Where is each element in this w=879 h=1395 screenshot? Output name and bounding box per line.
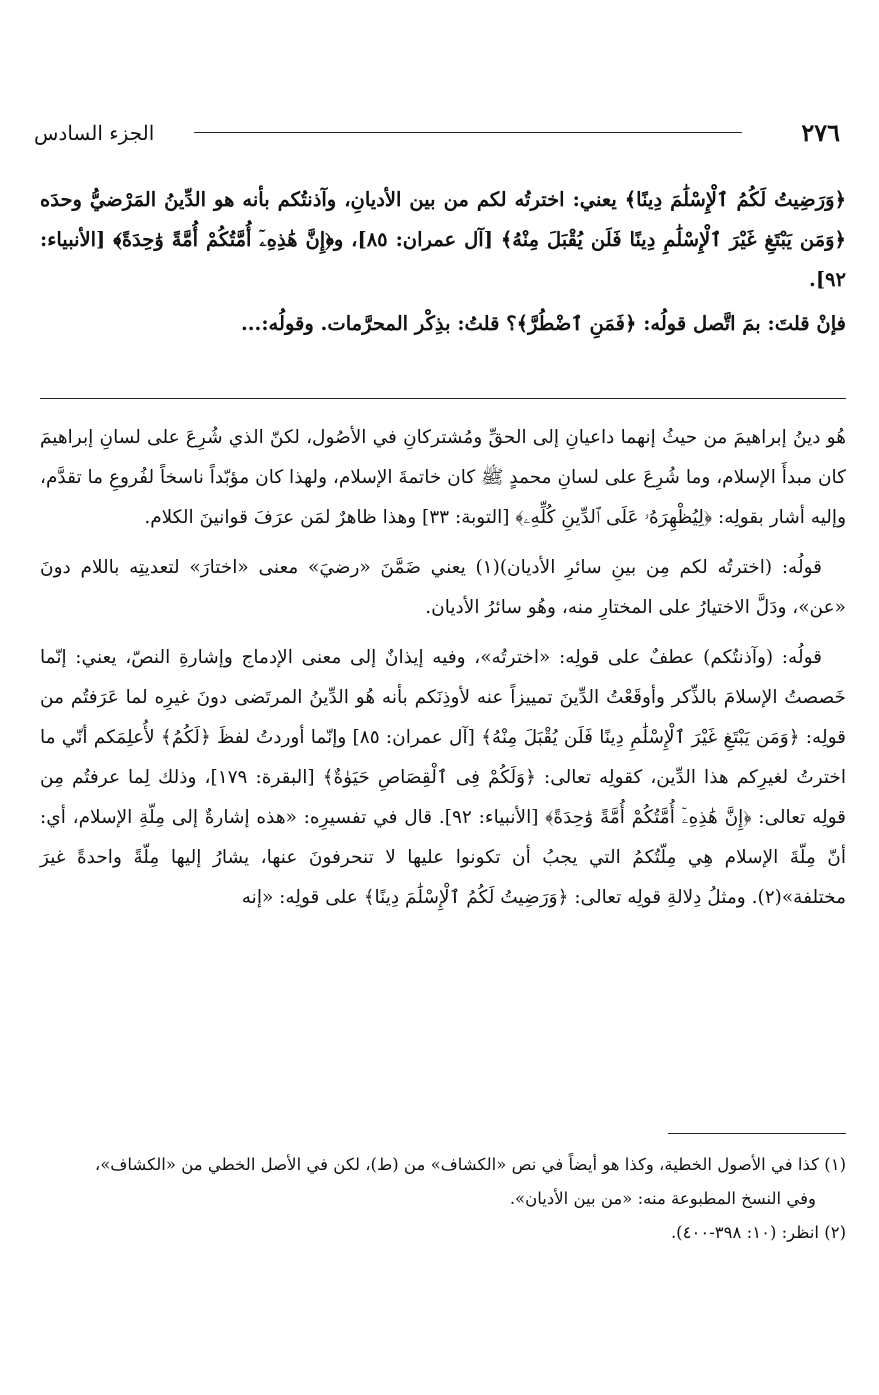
footnote-1-line-1: (١) كذا في الأصول الخطية، وكذا هو أيضاً في نص «الكشاف» من (ط)، لكن في الأصل الخطي من «الكشاف»، [94,1155,846,1174]
header-rule [194,132,742,133]
commentary-paragraph-1: هُو دينُ إبراهيمَ من حيثُ إنهما داعيانِ إلى الحقِّ ومُشتركانِ في الأصُول، لكنّ الذي شُرِعَ على لسانِ إبراهيمَ كان مبدأَ الإسلام، وما شُرِعَ على لسانِ محمدٍ ﷺ كان خاتمةَ الإسلام، ولهذا كان مؤبّداً ناسخاً لفُروعِ ما تقدَّم، وإليه أشار بقولِه: ﴿لِيُظْهِرَهُۥ عَلَى ٱلدِّينِ كُلِّهِۦ﴾ [التوبة: ٣٣] وهذا ظاهرٌ لمَن عرَفَ قوانينَ الكلام. [40,427,846,528]
main-paragraph-1: ﴿وَرَضِيتُ لَكُمُ ٱلْإِسْلَٰمَ دِينًا﴾ يعني: اخترتُه لكم من بين الأديانِ، وآذنتُكم بأنه هو الدِّينُ المَرْضيُّ وحدَه ﴿وَمَن يَبْتَغِ غَيْرَ ٱلْإِسْلَٰمِ دِينًا فَلَن يُقْبَلَ مِنْهُ﴾ [آل عمران: ٨٥]، و﴿إِنَّ هَٰذِهِۦٓ أُمَّتُكُمْ أُمَّةً وَٰحِدَةً﴾ [الأنبياء: ٩٢]. [40,188,846,291]
main-text-divider [40,398,846,399]
footnote-1-line-2: وفي النسخ المطبوعة منه: «من بين الأديان». [509,1189,816,1208]
running-title: الجزء السادس [34,121,155,145]
main-text-block [40,180,846,344]
page-header [34,118,840,152]
footnotes-block [40,1148,846,1250]
page-number: ٢٧٦ [801,118,840,147]
main-paragraph-2: فإنْ قلتَ: بمَ اتَّصل قولُه: ﴿فَمَنِ ٱضْطُرَّ﴾؟ قلتُ: بذِكْر المحرَّمات. وقولُه:... [240,312,846,335]
commentary-block [40,418,846,928]
footnote-divider [668,1133,846,1134]
commentary-paragraph-3: قولُه: (وآذنتُكم) عطفٌ على قولِه: «اخترتُه»، وفيه إيذانٌ إلى معنى الإدماج وإشارةِ النصّ، يعني: إنّما خَصصتُ الإسلامَ بالذِّكر وأوقَعْتُ الدِّينَ تمييزاً عنه لأوذِنَكم بأنه هُو الدِّينُ المرتَضى دونَ غيرِه لما عَرَفتُم من قولِه: ﴿وَمَن يَبْتَغِ غَيْرَ ٱلْإِسْلَٰمِ دِينًا فَلَن يُقْبَلَ مِنْهُ﴾ [آل عمران: ٨٥] وإنّما أوردتُ لفظَ ﴿لَكُمُ﴾ لأُعلِمَكم أنّي ما اخترتُ لغيرِكم هذا الدِّين، كقولِه تعالى: ﴿وَلَكُمْ فِى ٱلْقِصَاصِ حَيَوٰةٌ﴾ [البقرة: ١٧٩]، وذلك لِما عرفتُم مِن قولِه تعالى: ﴿إِنَّ هَٰذِهِۦٓ أُمَّتُكُمْ أُمَّةً وَٰحِدَةً﴾ [الأنبياء: ٩٢]. قال في تفسيرِه: «هذه إشارةٌ إلى مِلّةِ الإسلام، أي: أنّ مِلّةَ الإسلام هِي مِلّتُكمُ التي يجبُ أن تكونوا عليها لا تنحرفونَ عنها، يشارُ إليها مِلّةً واحدةً غيرَ مختلفة»(٢). ومثلُ دِلالةِ قولِه تعالى: ﴿وَرَضِيتُ لَكُمُ ٱلْإِسْلَٰمَ دِينًا﴾ على قولِه: «إنه [40,647,846,908]
footnote-2: (٢) انظر: (١٠: ٣٩٨-٤٠٠). [670,1223,846,1242]
commentary-paragraph-2: قولُه: (اخترتُه لكم مِن بينِ سائرِ الأديان)(١) يعني ضَمَّنَ «رضيَ» معنى «اختارَ» لتعديتِه باللام دونَ «عن»، ودَلَّ الاختيارُ على المختارِ منه، وهُو سائرُ الأديان. [40,557,846,618]
